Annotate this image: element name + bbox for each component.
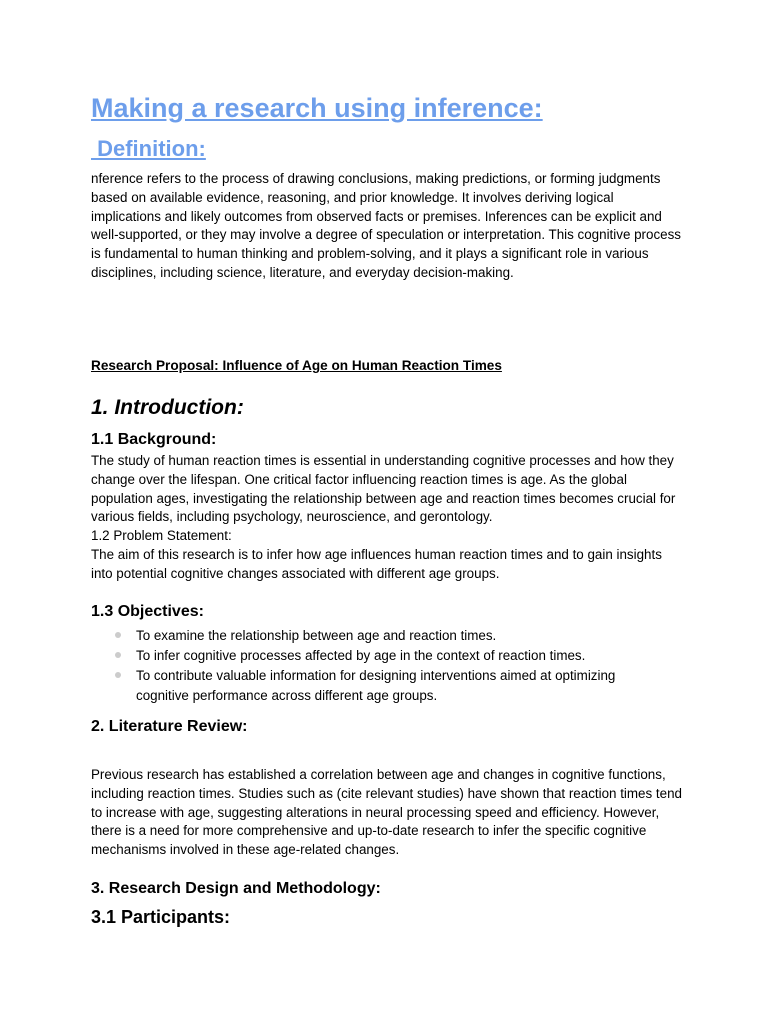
objective-text: To contribute valuable information for designing interventions aimed at optimizing cognitive performance across different age groups. bbox=[136, 668, 616, 703]
objectives-list bbox=[91, 626, 651, 706]
list-item bbox=[91, 626, 651, 646]
bullet-icon bbox=[115, 672, 121, 678]
objective-text: To infer cognitive processes affected by age in the context of reaction times. bbox=[136, 648, 586, 663]
bullet-icon bbox=[115, 652, 121, 658]
background-heading: 1.1 Background: bbox=[91, 431, 217, 448]
problem-heading: 1.2 Problem Statement: bbox=[91, 528, 232, 543]
participants-heading: 3.1 Participants: bbox=[91, 907, 231, 927]
definition-heading: Definition: bbox=[91, 136, 206, 161]
background-paragraph: The study of human reaction times is essential in understanding cognitive processes and how they change over the lifespan. One critical factor influencing reaction times is age. As the global population ages, investigating the relationship between age and reaction times becomes crucial for various fields, including psychology, neuroscience, and gerontology. bbox=[91, 453, 676, 525]
definition-paragraph: nference refers to the process of drawing conclusions, making predictions, or forming judgments based on available evidence, reasoning, and prior knowledge. It involves deriving logical implications and likely outcomes from observed facts or premises. Inferences can be explicit and well-supported, or they may involve a degree of speculation or interpretation. This cognitive process is fundamental to human thinking and problem-solving, and it plays a significant role in various disciplines, including science, literature, and everyday decision-making. bbox=[91, 171, 681, 280]
literature-paragraph: Previous research has established a correlation between age and changes in cognitive functions, including reaction times. Studies such as (cite relevant studies) have shown that reaction times tend to increase with age, suggesting alterations in neural processing speed and efficiency. However, there is a need for more comprehensive and up-to-date research to infer the specific cognitive mechanisms involved in these age-related changes. bbox=[91, 767, 682, 858]
list-item bbox=[91, 666, 651, 706]
list-item bbox=[91, 646, 651, 666]
methodology-heading: 3. Research Design and Methodology: bbox=[91, 880, 381, 897]
objective-text: To examine the relationship between age and reaction times. bbox=[136, 628, 497, 643]
introduction-heading: 1. Introduction: bbox=[91, 396, 244, 419]
document-title: Making a research using inference: bbox=[91, 93, 543, 123]
problem-paragraph: The aim of this research is to infer how age influences human reaction times and to gain insights into potential cognitive changes associated with different age groups. bbox=[91, 547, 662, 581]
literature-heading: 2. Literature Review: bbox=[91, 718, 248, 735]
bullet-icon bbox=[115, 632, 121, 638]
objectives-heading: 1.3 Objectives: bbox=[91, 603, 204, 620]
proposal-title: Research Proposal: Influence of Age on Human Reaction Times bbox=[91, 358, 502, 373]
